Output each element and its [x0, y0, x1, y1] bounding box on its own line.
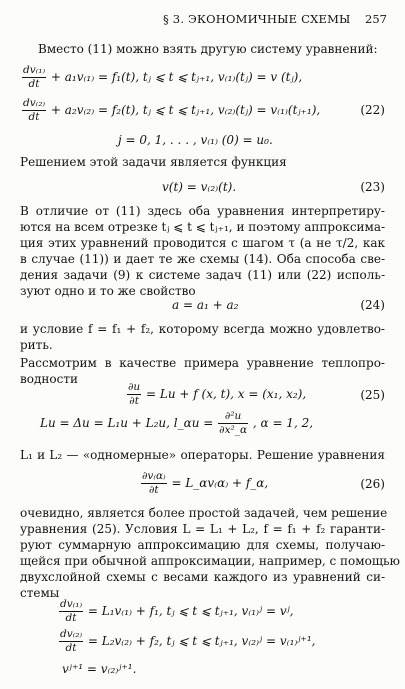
text-line: L₁ и L₂ — «одномерные» операторы. Решение уравнения — [20, 448, 385, 462]
equation-number: (25) — [360, 388, 385, 402]
fraction: $\frac{\text{dv₍₁₎}}{dt}$ — [23, 64, 46, 90]
fraction: $\frac{\partial v_(\alpha_)}{\partial t}$ — [142, 470, 166, 496]
equation-scheme-3: vʲ⁺¹ = v₍₂₎ʲ⁺¹. — [62, 662, 137, 676]
equation-operator-L: Lu = Δu = L₁u + L₂u, l_αu = $\frac{\text{∂²u}}{\text{∂x²\_α}}$ , α = 1, 2, — [40, 410, 314, 436]
equation-number: (26) — [360, 477, 385, 491]
text-line: рить. — [20, 338, 53, 352]
equation-25: $\frac{\partial u}{\partial t}$ = Lu + f (x, t), x = (x₁, x₂), — [128, 381, 307, 407]
fraction: $\frac{\text{∂²u}}{\text{∂x²\_α}}$ — [219, 410, 248, 436]
fraction: $\frac{\partial u}{\partial t}$ — [128, 381, 141, 407]
text-line: Вместо (11) можно взять другую систему уравнений: — [38, 42, 378, 56]
fraction: $\frac{\text{dv₍₂₎}}{dt}$ — [60, 628, 83, 654]
text-line: и условие f = f₁ + f₂, которому всегда можно удовлетво- — [20, 322, 385, 336]
text-line: зуют одно и то же свойство — [20, 284, 196, 298]
text-line: ются на всем отрезке tⱼ ⩽ t ⩽ tⱼ₊₁, и поэтому аппроксима- — [20, 220, 386, 234]
equation-23: v(t) = v₍₂₎(t). — [162, 180, 237, 194]
text-line: Решением этой задачи является функция — [20, 155, 287, 169]
text-line: руют суммарную аппроксимацию для схемы, получаю- — [20, 538, 385, 552]
equation-number: (22) — [360, 103, 385, 117]
fraction: $\frac{\text{dv₍₁₎}}{dt}$ — [60, 598, 83, 624]
text-line: стемы — [20, 586, 60, 600]
equation-24: a = a₁ + a₂ — [172, 298, 239, 312]
text-line: двухслойной схемы с весами каждого из уравнений си- — [20, 570, 385, 584]
text-line: ция этих уравнений проводится с шагом τ (а не τ/2, как — [20, 236, 385, 250]
equation-22c: j = 0, 1, . . . , v₍₁₎ (0) = u₀. — [118, 133, 273, 147]
text-line: Рассмотрим в качестве примера уравнение теплопро- — [20, 356, 385, 370]
text-line: уравнения (25). Условия L = L₁ + L₂, f = f₁ + f₂ гаранти- — [20, 522, 385, 536]
text-line: дения задачи (9) к системе задач (11) или (22) исполь- — [20, 268, 385, 282]
section-title: § 3. ЭКОНОМИЧНЫЕ СХЕМЫ — [163, 12, 351, 26]
equation-number: (23) — [360, 180, 385, 194]
running-header — [0, 12, 405, 28]
equation-26: $\frac{\partial v_(\alpha_)}{\partial t}$ = L_αv₍α₎ + f_α, — [142, 470, 269, 496]
equation-22b: $\frac{\text{dv₍₂₎}}{dt}$ + a₂v₍₂₎ = f₂(t), tⱼ ⩽ t ⩽ tⱼ₊₁, v₍₂₎(tⱼ) = v₍₁₎(tⱼ₊₁), — [23, 97, 321, 123]
equation-number: (24) — [360, 298, 385, 312]
text-line: водности — [20, 372, 78, 386]
equation-22a: $\frac{\text{dv₍₁₎}}{dt}$ + a₁v₍₁₎ = f₁(t), tⱼ ⩽ t ⩽ tⱼ₊₁, v₍₁₎(tⱼ) = v (tⱼ), — [23, 64, 303, 90]
page-number: 257 — [365, 12, 387, 26]
equation-scheme-2: $\frac{\text{dv₍₂₎}}{dt}$ = L₂v₍₂₎ + f₂, tⱼ ⩽ t ⩽ tⱼ₊₁, v₍₂₎ʲ = v₍₁₎ʲ⁺¹, — [60, 628, 316, 654]
fraction: $\frac{\text{dv₍₂₎}}{dt}$ — [23, 97, 46, 123]
equation-scheme-1: $\frac{\text{dv₍₁₎}}{dt}$ = L₁v₍₁₎ + f₁, tⱼ ⩽ t ⩽ tⱼ₊₁, v₍₁₎ʲ = vʲ, — [60, 598, 294, 624]
text-line: очевидно, является более простой задачей, чем решение — [20, 506, 388, 520]
text-line: щейся при обычной аппроксимации, например, с помощью — [20, 554, 400, 568]
text-line: в случае (11)) и дает те же схемы (14). Оба способа све- — [20, 252, 385, 266]
text-line: В отличие от (11) здесь оба уравнения интерпретиру- — [20, 204, 385, 218]
